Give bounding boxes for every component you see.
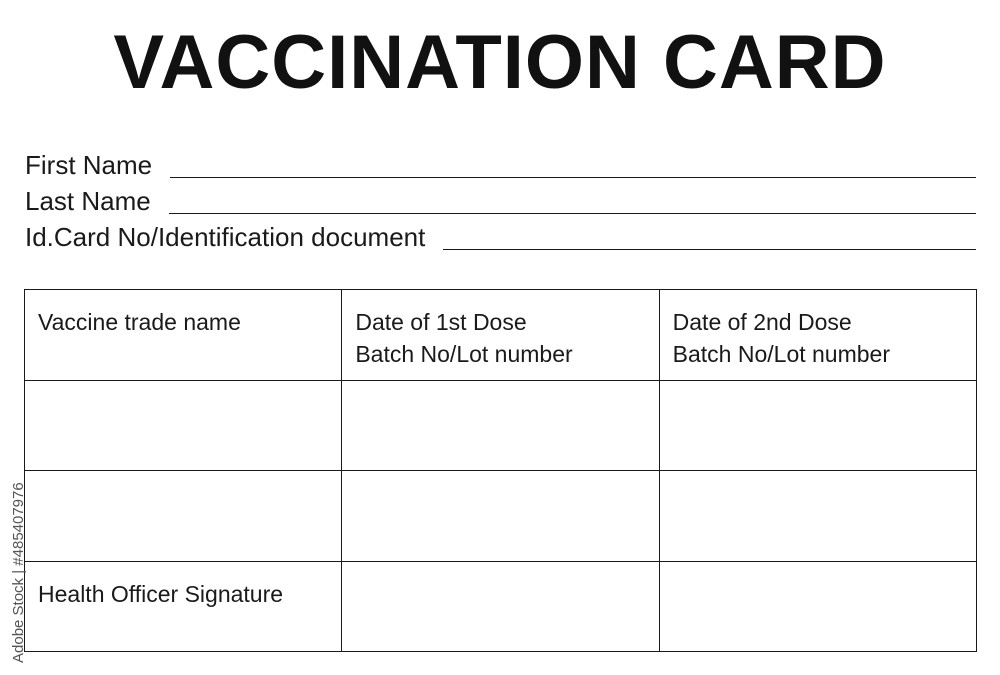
first-name-line[interactable] xyxy=(170,176,976,178)
table-cell[interactable] xyxy=(659,561,976,652)
id-document-label: Id.Card No/Identification document xyxy=(25,222,426,252)
table-cell[interactable] xyxy=(25,380,342,471)
stock-watermark xyxy=(8,430,28,665)
header-first-dose xyxy=(342,290,659,381)
header-second-dose xyxy=(659,290,976,381)
table-cell[interactable] xyxy=(342,471,659,562)
health-officer-signature-cell: Health Officer Signature xyxy=(25,561,342,652)
table-cell[interactable] xyxy=(659,380,976,471)
table-cell[interactable] xyxy=(342,561,659,652)
header-second-dose-batch: Batch No/Lot number xyxy=(672,341,890,367)
first-name-field xyxy=(25,146,976,180)
table-row xyxy=(25,380,977,471)
first-name-label: First Name xyxy=(25,150,153,180)
table-row xyxy=(25,561,977,652)
header-first-dose-date: Date of 1st Dose xyxy=(355,309,527,335)
table-cell[interactable] xyxy=(659,471,976,562)
id-document-field xyxy=(25,218,976,252)
header-vaccine-trade-name xyxy=(25,290,342,381)
last-name-field xyxy=(25,182,976,216)
dose-table xyxy=(24,289,977,652)
table-cell[interactable] xyxy=(342,380,659,471)
table-row xyxy=(25,471,977,562)
card-title: VACCINATION CARD xyxy=(113,20,887,105)
header-second-dose-date: Date of 2nd Dose xyxy=(672,309,852,335)
last-name-line[interactable] xyxy=(169,212,976,214)
id-document-line[interactable] xyxy=(443,248,976,250)
header-first-dose-batch: Batch No/Lot number xyxy=(355,341,573,367)
header-vaccine-trade-name-text: Vaccine trade name xyxy=(38,309,241,335)
stock-watermark-text: Adobe Stock | #485407976 xyxy=(10,482,27,663)
table-header-row xyxy=(25,290,977,381)
table-cell[interactable] xyxy=(25,471,342,562)
last-name-label: Last Name xyxy=(25,186,151,216)
